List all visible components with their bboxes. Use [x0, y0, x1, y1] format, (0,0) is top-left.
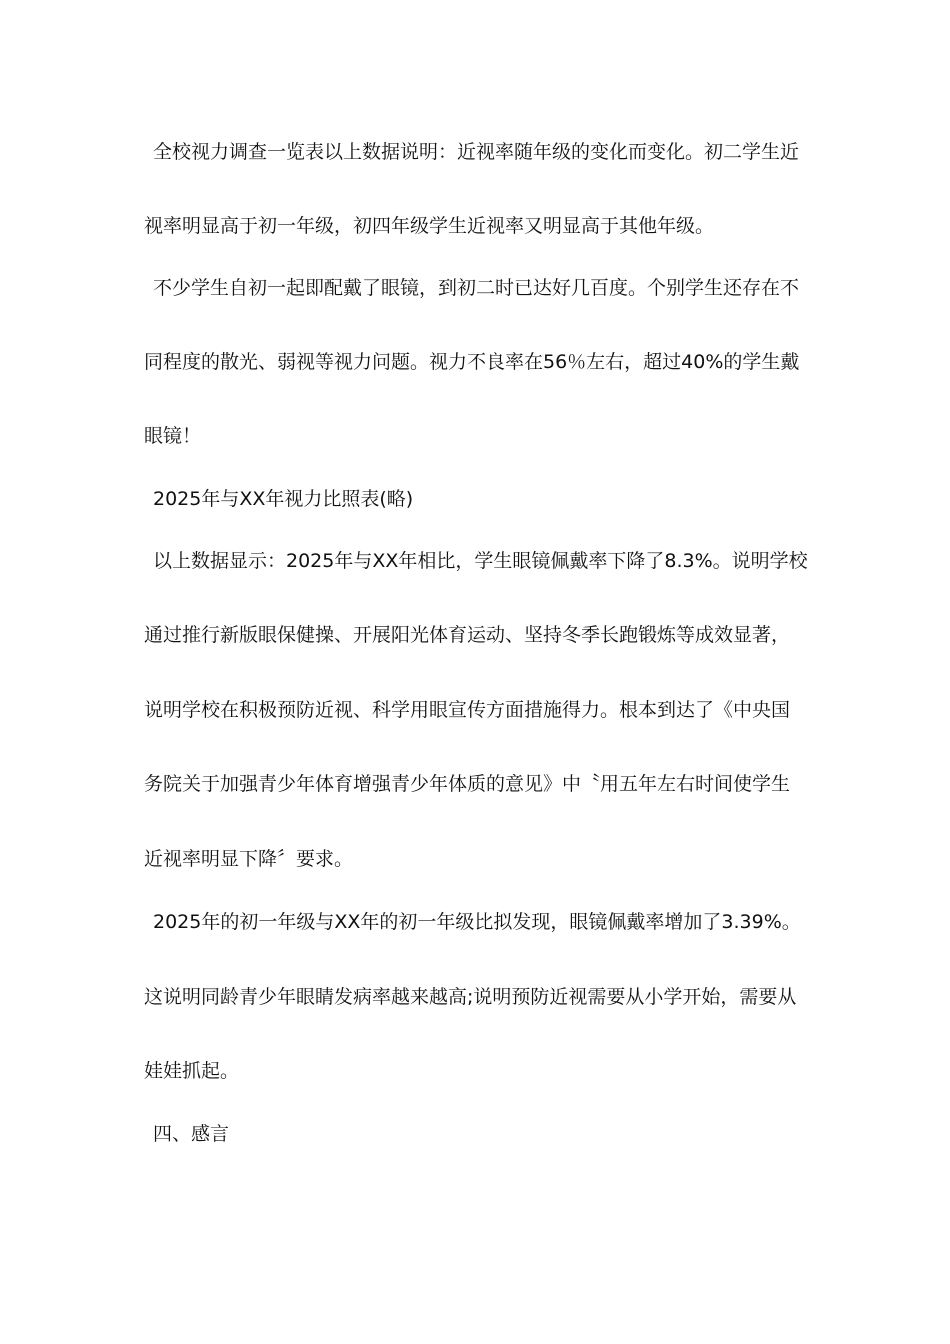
- paragraph-line: 全校视力调查一览表以上数据说明：近视率随年级的变化而变化。初二学生近: [153, 141, 800, 163]
- paragraph-line: 视率明显高于初一年级，初四年级学生近视率又明显高于其他年级。: [144, 215, 715, 237]
- paragraph-line: 近视率明显下降〞要求。: [144, 848, 354, 870]
- section-heading: 四、感言: [153, 1123, 230, 1145]
- paragraph-line: 以上数据显示：2025年与XX年相比，学生眼镜佩戴率下降了8.3%。说明学校: [153, 550, 808, 572]
- paragraph-line: 不少学生自初一起即配戴了眼镜，到初二时已达好几百度。个别学生还存在不: [153, 277, 800, 299]
- paragraph-line: 说明学校在积极预防近视、科学用眼宣传方面措施得力。根本到达了《中央国: [144, 699, 791, 721]
- paragraph-line: 务院关于加强青少年体育增强青少年体质的意见》中〝用五年左右时间使学生: [144, 773, 791, 795]
- paragraph-line: 这说明同龄青少年眼睛发病率越来越高;说明预防近视需要从小学开始，需要从: [144, 986, 797, 1008]
- paragraph-line: 娃娃抓起。: [144, 1060, 240, 1082]
- paragraph-line: 眼镜！: [144, 425, 202, 447]
- paragraph-line: 同程度的散光、弱视等视力问题。视力不良率在56％左右，超过40%的学生戴: [144, 351, 800, 373]
- table-caption: 2025年与XX年视力比照表(略): [153, 488, 414, 510]
- paragraph-line: 通过推行新版眼保健操、开展阳光体育运动、坚持冬季长跑锻炼等成效显著，: [144, 624, 791, 646]
- paragraph-line: 2025年的初一年级与XX年的初一年级比拟发现，眼镜佩戴率增加了3.39%。: [153, 911, 801, 933]
